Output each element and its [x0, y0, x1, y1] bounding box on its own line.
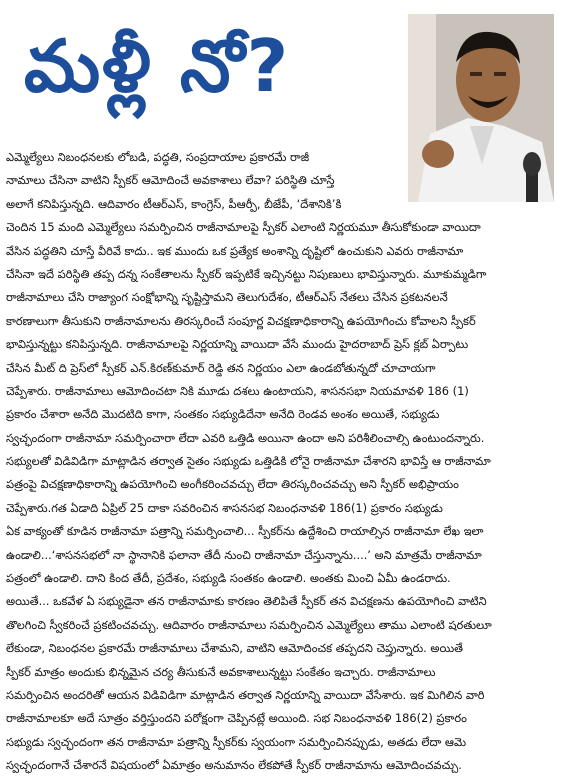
article-line: ఎమ్మెల్యేలు నిబంధనలకు లోబడి, పద్ధతి, సంప్రదాయాల ప్రకారమే రాజీ — [6, 150, 310, 164]
article-line: ఏక వాక్యంతో కూడిన రాజీనామా పత్రాన్ని సమర్పించాలి... స్పీకర్‌ను ఉద్దేశించి రాయాల్సిన రాజీనామా లేఖ ఇలా — [6, 524, 484, 539]
article-line: లేకుండా, నిబంధనల ప్రకారమే రాజీనామాలు చేశామని, వాటిని ఆమోదించక తప్పదని చెప్తున్నారు. అయితే — [6, 641, 464, 656]
article-line: స్వచ్ఛందంగానే చేశారనే విషయంలో ఏమాత్రం అనుమానం లేకపోతే స్పీకర్ రాజీనామాను ఆమోదించవచ్చు. — [6, 758, 462, 773]
article-line: భావిస్తున్నట్టు కనిపిస్తున్నది. రాజీనామాలపై నిర్ణయాన్ని వాయిదా వేసే ముందు హైదరాబాద్ ప్రెస్ క్లబ్ ఏర్పాటు — [6, 337, 469, 352]
article-line: కారణాలుగా తీసుకుని రాజీనామాలను తిరస్కరించే సంపూర్ణ విచక్షణాధికారాన్ని ఉపయోగించు కోవాలని స్పీకర్ — [6, 313, 476, 328]
article-line: సభ్యులతో విడివిడిగా మాట్లాడిన తర్వాత సైతం సభ్యుడు ఒత్తిడికి లోనై రాజీనామా చేశారని భావిస్తే ఆ రాజీనామా — [6, 454, 491, 469]
article-line: అయితే... ఒకవేళ ఏ సభ్యుడైనా తన రాజీనామాకు కారణం తెలిపితే స్పీకర్ తన విచక్షణను ఉపయోగించి వాటిని — [6, 594, 487, 609]
article-line: తొలగించి స్వీకరించే ప్రకటించవచ్చు. ఆదివారం రాజీనామాలు సమర్పించిన ఎమ్మెల్యేలు తాము ఎలాంటి షరతులూ — [6, 617, 492, 632]
article-line: చెప్పేశారు. రాజీనామాలు ఆమోదించటా నికి మూడు దశలు ఉంటాయని, శాసనసభా నియమావళి 186 (1) — [6, 383, 469, 398]
article-line: రాజీనామాలకూ అదే సూత్రం వర్తిస్తుందని పరోక్షంగా చెప్పినట్లే అయింది. సభ నిబంధనావళి 186(2) ప్రకారం — [6, 711, 467, 726]
article-line: పత్రంపై విచక్షణాధికారాన్ని ఉపయోగించి అంగీకరించవచ్చు లేదా తిరస్కరించవచ్చు అని స్పీకర్ అభిప్రాయం — [6, 477, 459, 492]
article-line: స్పీకర్ మాత్రం అందుకు భిన్నమైన చర్య తీసుకునే అవకాశాలున్నట్టు సంకేతం ఇచ్చారు. రాజీనామాలు — [6, 664, 436, 679]
headline: మళ్లీ నో? — [24, 24, 291, 108]
article-line: స్వచ్ఛందంగా రాజీనామా సమర్పించారా లేదా ఎవరి ఒత్తిడి అయినా ఉందా అని పరిశీలించాల్సి ఉంటుందన్నారు. — [6, 430, 485, 445]
article-line: చెందిన 15 మంది ఎమ్మెల్యేలు సమర్పించిన రాజీనామాలపై స్పీకర్ ఎలాంటి నిర్ణయమూ తీసుకోకుండా వాయిదా — [6, 220, 481, 235]
article-body — [6, 146, 554, 778]
article-line: సమర్పించిన అందరితో ఆయన విడివిడిగా మాట్లాడిన తర్వాత నిర్ణయాన్ని వాయిదా వేసేశారు. ఇక మిగిలిన వారి — [6, 687, 485, 702]
article-line: చేసినా ఇదే పరిస్థితి తప్ప దన్న సంకేతాలను స్పీకర్ ఇప్పటికే ఇచ్చినట్టు నిపుణులు భావిస్తున్నారు. మూకుమ్మడిగా — [6, 266, 487, 281]
article-line: చెప్పేశారు.గత ఏడాది ఏప్రిల్ 25 దాకా సవరించిన శాసనసభ నిబంధనావళి 186(1) ప్రకారం సభ్యుడు — [6, 500, 443, 515]
article-line: ఉండాలి...‘శాసనసభలో నా స్థానానికి ఫలానా తేదీ నుంచి రాజీనామా చేస్తున్నాను....’ అని మాత్రమే రాజీనామా — [6, 547, 482, 562]
article-line: పత్రంలో ఉండాలి. దాని కింద తేదీ, ప్రదేశం, సభ్యుడి సంతకం ఉండాలి. అంతకు మించి ఏమీ ఉండరాదు. — [6, 571, 451, 586]
article-line: వేసిన పద్ధతిని చూస్తే వీరివే కాదు.. ఇక ముందు ఒక ప్రత్యేక అంశాన్ని దృష్టిలో ఉంచుకుని ఎవరు రాజీనామా — [6, 243, 464, 258]
article-line: అలాగే కనిపిస్తున్నది. ఆదివారం టీఆర్ఎస్, కాంగ్రెస్, పీఆర్పీ, బీజేపీ, ‘దేశానికి’కి — [6, 196, 342, 211]
article-line: సభ్యుడు స్వచ్ఛందంగా తన రాజీనామా పత్రాన్ని స్పీకర్‌కు స్వయంగా సమర్పించినప్పుడు, అతడు లేదా ఆమె — [6, 734, 467, 749]
article-line: చేసిన మీట్ ది ప్రెస్‌లో స్పీకర్ ఎన్.కిరణ్‌కుమార్ రెడ్డి తన నిర్ణయం ఎలా ఉండబోతున్నదో చూచాయగా — [6, 360, 436, 375]
article-line: రాజీనామాలు చేసి రాజ్యాంగ సంక్షోభాన్ని సృష్టిస్తామని తెలుగుదేశం, టీఆర్ఎస్ నేతలు చేసిన ప్రకటనలనే — [6, 290, 448, 305]
article-line: ప్రకారం చేశారా అనేది మొదటిది కాగా, సంతకం సభ్యుడిదేనా అనేది రెండవ అంశం అయితే, సభ్యుడు — [6, 407, 440, 422]
article-line: నామాలు చేసినా వాటిని స్పీకర్ ఆమోదించే అవకాశాలు లేవా? పరిస్థితి చూస్తే — [6, 173, 335, 188]
